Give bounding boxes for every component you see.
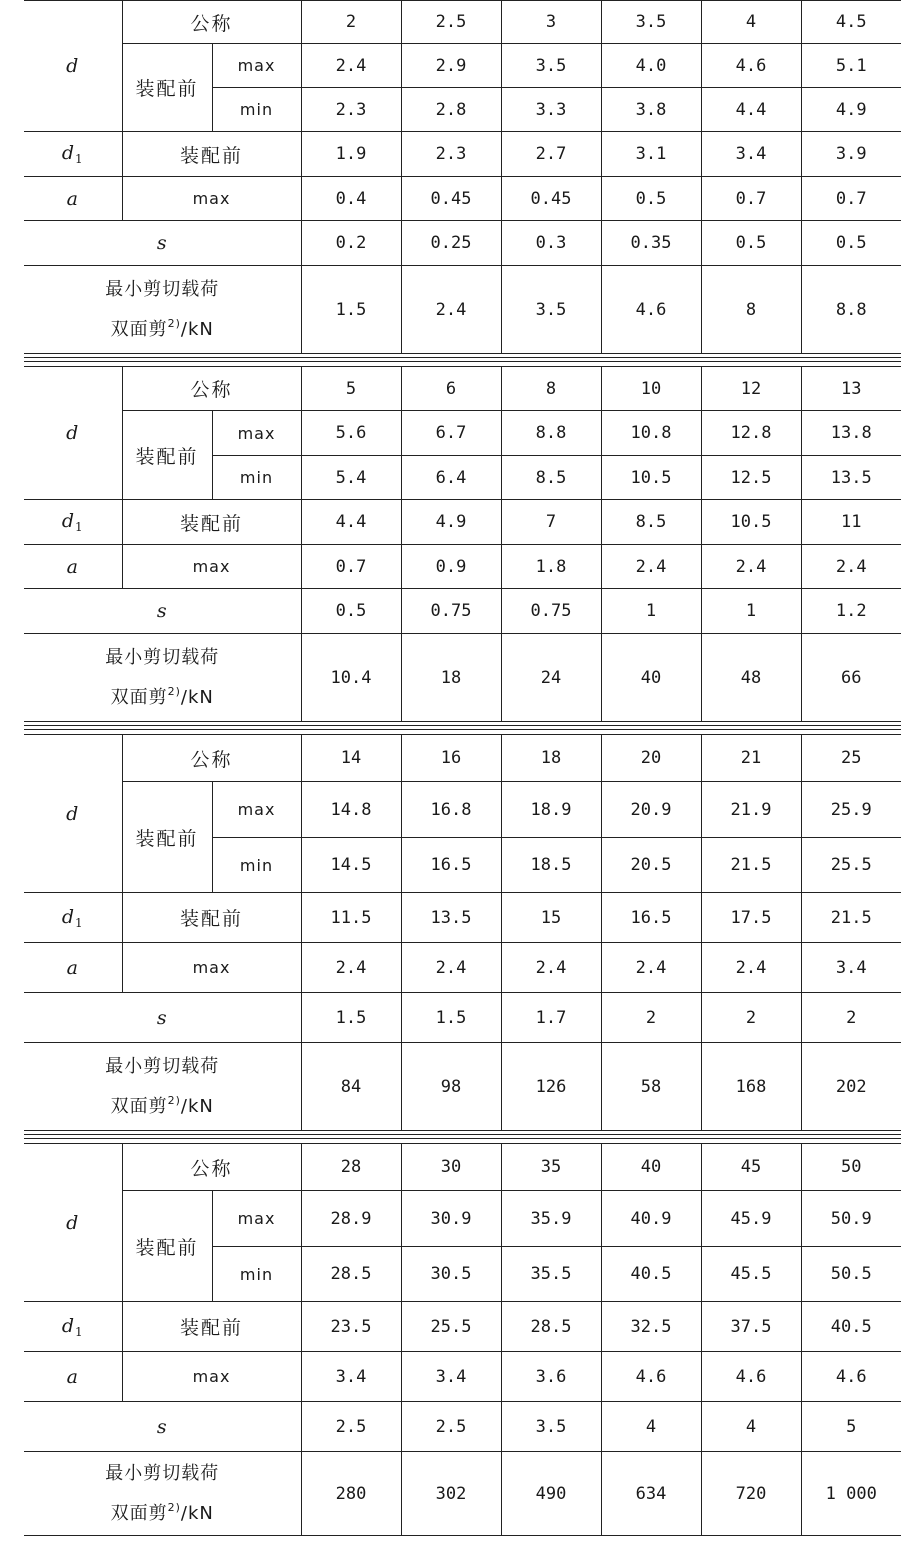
d1-symbol-subscript: 1	[75, 520, 84, 534]
block-separator	[24, 722, 901, 734]
d-min-value: 6.4	[401, 456, 501, 500]
row-d-max	[24, 1191, 901, 1247]
d-min-value: 35.5	[501, 1247, 601, 1302]
nominal-value: 50	[801, 1144, 901, 1191]
a-symbol: a	[24, 943, 122, 993]
d1-value: 23.5	[301, 1302, 401, 1352]
shear-load-value: 3.5	[501, 266, 601, 354]
d1-value: 2.7	[501, 132, 601, 177]
a-max-value: 3.4	[801, 943, 901, 993]
s-value: 0.25	[401, 221, 501, 266]
before-assembly-label: 装配前	[122, 411, 212, 500]
d1-symbol-main: d	[61, 1314, 76, 1337]
a-max-value: 2.4	[801, 545, 901, 589]
shear-load-label	[24, 266, 301, 354]
d-min-value: 4.4	[701, 88, 801, 132]
a-max-value: 0.7	[301, 545, 401, 589]
spec-tables	[24, 0, 901, 1536]
row-s	[24, 589, 901, 634]
d-max-value: 18.9	[501, 782, 601, 838]
a-max-value: 2.4	[501, 943, 601, 993]
min-label: min	[212, 88, 301, 132]
d-min-value: 5.4	[301, 456, 401, 500]
row-d1	[24, 1302, 901, 1352]
d-max-value: 12.8	[701, 411, 801, 456]
s-value: 4	[701, 1402, 801, 1452]
row-d-max	[24, 44, 901, 88]
d-min-value: 10.5	[601, 456, 701, 500]
s-value: 1	[601, 589, 701, 634]
d-max-value: 2.9	[401, 44, 501, 88]
d-max-value: 5.1	[801, 44, 901, 88]
s-value: 2	[701, 993, 801, 1043]
shear-load-value: 18	[401, 634, 501, 722]
row-d-nominal	[24, 735, 901, 782]
shear-load-value: 48	[701, 634, 801, 722]
row-d1	[24, 132, 901, 177]
d-min-value: 16.5	[401, 838, 501, 893]
a-max-value: 4.6	[701, 1352, 801, 1402]
a-max-value: 2.4	[401, 943, 501, 993]
d-max-value: 40.9	[601, 1191, 701, 1247]
s-value: 2	[801, 993, 901, 1043]
shear-load-value: 98	[401, 1043, 501, 1131]
spec-block-2	[24, 366, 901, 722]
nominal-value: 5	[301, 367, 401, 411]
d1-symbol-main: d	[61, 142, 76, 164]
spec-block-4	[24, 1143, 901, 1536]
nominal-label: 公称	[122, 735, 301, 782]
row-d-nominal	[24, 1, 901, 44]
d-symbol: d	[24, 1144, 122, 1302]
a-max-value: 3.4	[401, 1352, 501, 1402]
shear-load-value: 1 000	[801, 1452, 901, 1536]
nominal-value: 18	[501, 735, 601, 782]
d-min-value: 28.5	[301, 1247, 401, 1302]
shear-load-line1: 最小剪切载荷	[105, 278, 220, 300]
s-value: 2.5	[401, 1402, 501, 1452]
max-label: max	[212, 44, 301, 88]
row-s	[24, 221, 901, 266]
unit-text: /kN	[180, 1502, 214, 1524]
a-max-value: 4.6	[601, 1352, 701, 1402]
d-max-value: 25.9	[801, 782, 901, 838]
d-max-value: 6.7	[401, 411, 501, 456]
min-label: min	[212, 456, 301, 500]
d1-value: 17.5	[701, 893, 801, 943]
nominal-value: 40	[601, 1144, 701, 1191]
d1-symbol	[24, 132, 122, 177]
a-max-value: 0.4	[301, 177, 401, 221]
d1-value: 3.9	[801, 132, 901, 177]
row-shear-load	[24, 266, 901, 354]
nominal-value: 4	[701, 1, 801, 44]
unit-text: /kN	[180, 318, 214, 340]
shear-load-value: 720	[701, 1452, 801, 1536]
d1-value: 1.9	[301, 132, 401, 177]
s-value: 0.5	[801, 221, 901, 266]
s-value: 1.2	[801, 589, 901, 634]
nominal-value: 16	[401, 735, 501, 782]
s-value: 0.75	[401, 589, 501, 634]
shear-load-value: 1.5	[301, 266, 401, 354]
d-min-value: 40.5	[601, 1247, 701, 1302]
spec-block-1	[24, 0, 901, 354]
a-max-value: 2.4	[601, 943, 701, 993]
a-max-value: 4.6	[801, 1352, 901, 1402]
d1-value: 16.5	[601, 893, 701, 943]
s-value: 0.35	[601, 221, 701, 266]
s-value: 0.5	[701, 221, 801, 266]
a-max-value: 1.8	[501, 545, 601, 589]
spec-block-3	[24, 734, 901, 1131]
d-min-value: 8.5	[501, 456, 601, 500]
d1-value: 7	[501, 500, 601, 545]
d-min-value: 50.5	[801, 1247, 901, 1302]
nominal-value: 10	[601, 367, 701, 411]
max-label: max	[212, 782, 301, 838]
d1-value: 21.5	[801, 893, 901, 943]
min-label: min	[212, 1247, 301, 1302]
shear-load-line2	[24, 1084, 301, 1124]
d-max-value: 2.4	[301, 44, 401, 88]
s-value: 0.3	[501, 221, 601, 266]
s-value: 0.5	[301, 589, 401, 634]
d-min-value: 21.5	[701, 838, 801, 893]
d-min-value: 4.9	[801, 88, 901, 132]
d-symbol: d	[24, 1, 122, 132]
shear-load-line2	[24, 307, 301, 347]
shear-load-value: 10.4	[301, 634, 401, 722]
d1-value: 11	[801, 500, 901, 545]
d-min-value: 2.3	[301, 88, 401, 132]
d1-value: 37.5	[701, 1302, 801, 1352]
nominal-label: 公称	[122, 367, 301, 411]
d1-before-assembly-label: 装配前	[122, 893, 301, 943]
before-assembly-label: 装配前	[122, 782, 212, 893]
unit-text: /kN	[180, 686, 214, 708]
s-value: 5	[801, 1402, 901, 1452]
nominal-value: 2.5	[401, 1, 501, 44]
nominal-value: 13	[801, 367, 901, 411]
max-label: max	[212, 411, 301, 456]
d1-value: 11.5	[301, 893, 401, 943]
d-max-value: 30.9	[401, 1191, 501, 1247]
d-min-value: 20.5	[601, 838, 701, 893]
nominal-value: 25	[801, 735, 901, 782]
a-symbol: a	[24, 177, 122, 221]
nominal-value: 6	[401, 367, 501, 411]
s-value: 1.5	[401, 993, 501, 1043]
row-s	[24, 993, 901, 1043]
d1-symbol	[24, 893, 122, 943]
shear-load-line1: 最小剪切载荷	[105, 1055, 220, 1077]
a-max-value: 2.4	[601, 545, 701, 589]
shear-load-value: 280	[301, 1452, 401, 1536]
d-max-value: 14.8	[301, 782, 401, 838]
d-min-value: 2.8	[401, 88, 501, 132]
row-d-nominal	[24, 367, 901, 411]
d-max-value: 16.8	[401, 782, 501, 838]
d-max-value: 4.0	[601, 44, 701, 88]
d-min-value: 18.5	[501, 838, 601, 893]
nominal-value: 45	[701, 1144, 801, 1191]
unit-text: /kN	[180, 1095, 214, 1117]
s-symbol: s	[24, 221, 301, 266]
double-shear-text: 双面剪	[110, 318, 168, 340]
d-max-value: 8.8	[501, 411, 601, 456]
d1-symbol	[24, 1302, 122, 1352]
shear-load-value: 202	[801, 1043, 901, 1131]
shear-load-line2	[24, 675, 301, 715]
d-symbol: d	[24, 367, 122, 500]
shear-load-label	[24, 634, 301, 722]
d-max-value: 28.9	[301, 1191, 401, 1247]
before-assembly-label: 装配前	[122, 44, 212, 132]
nominal-value: 3.5	[601, 1, 701, 44]
nominal-value: 35	[501, 1144, 601, 1191]
d-min-value: 14.5	[301, 838, 401, 893]
shear-load-value: 302	[401, 1452, 501, 1536]
a-max-value: 0.7	[801, 177, 901, 221]
nominal-label: 公称	[122, 1, 301, 44]
d1-symbol-subscript: 1	[75, 152, 84, 166]
d1-symbol	[24, 500, 122, 545]
d-symbol: d	[24, 735, 122, 893]
shear-load-line1: 最小剪切载荷	[105, 646, 220, 668]
d-min-value: 13.5	[801, 456, 901, 500]
shear-load-value: 634	[601, 1452, 701, 1536]
d1-value: 4.9	[401, 500, 501, 545]
d1-before-assembly-label: 装配前	[122, 1302, 301, 1352]
row-d1	[24, 893, 901, 943]
shear-load-value: 2.4	[401, 266, 501, 354]
s-value: 3.5	[501, 1402, 601, 1452]
a-max-label: max	[122, 545, 301, 589]
shear-load-value: 490	[501, 1452, 601, 1536]
row-a	[24, 1352, 901, 1402]
a-max-value: 2.4	[701, 943, 801, 993]
a-symbol: a	[24, 545, 122, 589]
d-min-value: 45.5	[701, 1247, 801, 1302]
row-shear-load	[24, 1043, 901, 1131]
nominal-value: 4.5	[801, 1, 901, 44]
shear-load-value: 8	[701, 266, 801, 354]
min-label: min	[212, 838, 301, 893]
nominal-value: 8	[501, 367, 601, 411]
d1-value: 13.5	[401, 893, 501, 943]
a-max-label: max	[122, 943, 301, 993]
row-a	[24, 943, 901, 993]
footnote-marker: 2)	[167, 1500, 181, 1514]
a-max-value: 3.4	[301, 1352, 401, 1402]
d1-before-assembly-label: 装配前	[122, 500, 301, 545]
nominal-value: 3	[501, 1, 601, 44]
before-assembly-label: 装配前	[122, 1191, 212, 1302]
shear-load-line1: 最小剪切载荷	[105, 1462, 220, 1484]
d1-value: 28.5	[501, 1302, 601, 1352]
d1-value: 40.5	[801, 1302, 901, 1352]
d-max-value: 3.5	[501, 44, 601, 88]
d-max-value: 45.9	[701, 1191, 801, 1247]
shear-load-value: 24	[501, 634, 601, 722]
nominal-value: 21	[701, 735, 801, 782]
double-shear-text: 双面剪	[110, 686, 168, 708]
d-max-value: 13.8	[801, 411, 901, 456]
shear-load-value: 84	[301, 1043, 401, 1131]
s-value: 1.7	[501, 993, 601, 1043]
d1-value: 4.4	[301, 500, 401, 545]
shear-load-line2	[24, 1491, 301, 1531]
s-value: 0.75	[501, 589, 601, 634]
a-max-value: 0.9	[401, 545, 501, 589]
d-max-value: 35.9	[501, 1191, 601, 1247]
double-shear-text: 双面剪	[110, 1095, 168, 1117]
a-max-label: max	[122, 177, 301, 221]
d1-value: 2.3	[401, 132, 501, 177]
row-d-nominal	[24, 1144, 901, 1191]
d1-symbol-main: d	[61, 510, 76, 532]
shear-load-value: 40	[601, 634, 701, 722]
d1-before-assembly-label: 装配前	[122, 132, 301, 177]
row-s	[24, 1402, 901, 1452]
shear-load-label	[24, 1043, 301, 1131]
shear-load-label	[24, 1452, 301, 1536]
d-max-value: 21.9	[701, 782, 801, 838]
double-shear-text: 双面剪	[110, 1502, 168, 1524]
nominal-value: 14	[301, 735, 401, 782]
s-symbol: s	[24, 1402, 301, 1452]
shear-load-value: 126	[501, 1043, 601, 1131]
nominal-value: 30	[401, 1144, 501, 1191]
d-min-value: 12.5	[701, 456, 801, 500]
a-symbol: a	[24, 1352, 122, 1402]
d-min-value: 3.8	[601, 88, 701, 132]
d-min-value: 3.3	[501, 88, 601, 132]
block-separator	[24, 354, 901, 366]
row-d-max	[24, 411, 901, 456]
d1-symbol-subscript: 1	[75, 1324, 84, 1339]
a-max-value: 0.45	[501, 177, 601, 221]
nominal-label: 公称	[122, 1144, 301, 1191]
shear-load-value: 58	[601, 1043, 701, 1131]
s-value: 2.5	[301, 1402, 401, 1452]
a-max-label: max	[122, 1352, 301, 1402]
shear-load-value: 66	[801, 634, 901, 722]
nominal-value: 2	[301, 1, 401, 44]
s-value: 1.5	[301, 993, 401, 1043]
d1-symbol-subscript: 1	[75, 915, 84, 930]
row-shear-load	[24, 1452, 901, 1536]
d-max-value: 20.9	[601, 782, 701, 838]
a-max-value: 0.7	[701, 177, 801, 221]
row-d-max	[24, 782, 901, 838]
d-max-value: 50.9	[801, 1191, 901, 1247]
d-min-value: 30.5	[401, 1247, 501, 1302]
s-value: 2	[601, 993, 701, 1043]
d1-value: 32.5	[601, 1302, 701, 1352]
nominal-value: 12	[701, 367, 801, 411]
row-a	[24, 545, 901, 589]
nominal-value: 20	[601, 735, 701, 782]
d-max-value: 5.6	[301, 411, 401, 456]
max-label: max	[212, 1191, 301, 1247]
d-max-value: 10.8	[601, 411, 701, 456]
s-value: 4	[601, 1402, 701, 1452]
nominal-value: 28	[301, 1144, 401, 1191]
d-min-value: 25.5	[801, 838, 901, 893]
d1-value: 3.4	[701, 132, 801, 177]
d1-value: 15	[501, 893, 601, 943]
shear-load-value: 4.6	[601, 266, 701, 354]
row-shear-load	[24, 634, 901, 722]
a-max-value: 0.45	[401, 177, 501, 221]
d1-value: 10.5	[701, 500, 801, 545]
shear-load-value: 8.8	[801, 266, 901, 354]
d-max-value: 4.6	[701, 44, 801, 88]
d1-symbol-main: d	[61, 905, 76, 928]
s-symbol: s	[24, 589, 301, 634]
shear-load-value: 168	[701, 1043, 801, 1131]
a-max-value: 2.4	[301, 943, 401, 993]
d1-value: 3.1	[601, 132, 701, 177]
block-separator	[24, 1131, 901, 1143]
d1-value: 8.5	[601, 500, 701, 545]
a-max-value: 3.6	[501, 1352, 601, 1402]
footnote-marker: 2)	[167, 1093, 181, 1107]
a-max-value: 0.5	[601, 177, 701, 221]
d1-value: 25.5	[401, 1302, 501, 1352]
s-value: 0.2	[301, 221, 401, 266]
footnote-marker: 2)	[167, 684, 181, 698]
footnote-marker: 2)	[167, 316, 181, 330]
row-d1	[24, 500, 901, 545]
row-a	[24, 177, 901, 221]
s-value: 1	[701, 589, 801, 634]
a-max-value: 2.4	[701, 545, 801, 589]
s-symbol: s	[24, 993, 301, 1043]
